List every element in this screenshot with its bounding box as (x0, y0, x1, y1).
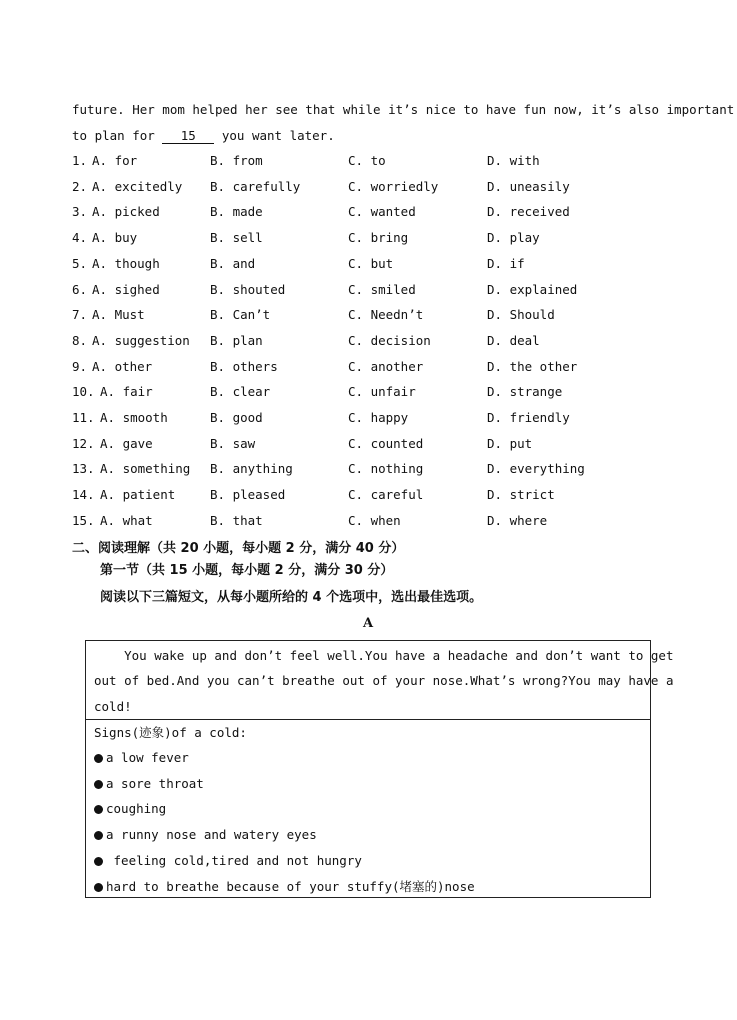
option-a: A. though (92, 256, 160, 271)
option-b: B. saw (210, 436, 256, 451)
option-a: A. something (100, 461, 191, 476)
question-number: 2. (72, 179, 88, 194)
option-b: B. and (210, 256, 256, 271)
option-c: C. wanted (348, 204, 416, 219)
option-b: B. shouted (210, 282, 286, 297)
signs-title: Signs(迹象)of a cold: (94, 725, 247, 740)
question-row (72, 410, 692, 426)
bullet-icon (94, 831, 103, 840)
sign-item (94, 750, 189, 766)
option-b: B. plan (210, 333, 263, 348)
option-b: B. sell (210, 230, 263, 245)
option-b: B. carefully (210, 179, 301, 194)
sign-item (94, 801, 166, 817)
option-d: D. Should (487, 307, 555, 322)
option-b: B. Can’t (210, 307, 271, 322)
part-heading: 第一节（共 15 小题，每小题 2 分，满分 30 分） (100, 563, 394, 578)
option-d: D. if (487, 256, 525, 271)
bullet-icon (94, 805, 103, 814)
option-d: D. deal (487, 333, 540, 348)
option-c: C. nothing (348, 461, 424, 476)
question-row (72, 204, 692, 220)
option-a: A. other (92, 359, 153, 374)
option-b: B. others (210, 359, 278, 374)
question-number: 5. (72, 256, 88, 271)
option-d: D. explained (487, 282, 578, 297)
question-number: 13. (72, 461, 95, 476)
option-d: D. strict (487, 487, 555, 502)
question-row (72, 307, 692, 323)
option-c: C. happy (348, 410, 409, 425)
option-c: C. unfair (348, 384, 416, 399)
passage-box (85, 640, 674, 898)
bullet-icon (94, 883, 103, 892)
passage-label: A (363, 616, 374, 631)
question-number: 3. (72, 204, 88, 219)
option-b: B. anything (210, 461, 293, 476)
sign-text: coughing (106, 801, 167, 816)
bullet-icon (94, 754, 103, 763)
option-a: A. picked (92, 204, 160, 219)
option-b: B. made (210, 204, 263, 219)
passage-intro (86, 641, 674, 720)
passage-intro-line: You wake up and don’t feel well.You have a headache and don’t want to get (94, 648, 674, 663)
sign-item (94, 776, 204, 792)
bullet-icon (94, 780, 103, 789)
option-b: B. clear (210, 384, 271, 399)
question-row (72, 153, 692, 169)
intro-line-2 (72, 128, 335, 144)
passage-intro-line: out of bed.And you can’t breathe out of your nose.What’s wrong?You may have a (94, 673, 674, 688)
question-row (72, 461, 692, 477)
sign-text: a sore throat (106, 776, 204, 791)
sign-text: feeling cold,tired and not hungry (106, 853, 362, 868)
question-number: 1. (72, 153, 88, 168)
option-a: A. patient (100, 487, 176, 502)
option-d: D. where (487, 513, 548, 528)
question-row (72, 230, 692, 246)
option-a: A. sighed (92, 282, 160, 297)
sign-item (94, 853, 362, 869)
option-d: D. with (487, 153, 540, 168)
option-c: C. worriedly (348, 179, 439, 194)
option-a: A. gave (100, 436, 153, 451)
option-a: A. excitedly (92, 179, 183, 194)
question-number: 11. (72, 410, 95, 425)
option-c: C. Needn’t (348, 307, 424, 322)
intro-line-1: future. Her mom helped her see that while it’s nice to have fun now, it’s also important (72, 102, 735, 117)
question-row (72, 487, 692, 503)
option-d: D. the other (487, 359, 578, 374)
option-d: D. uneasily (487, 179, 570, 194)
option-c: C. smiled (348, 282, 416, 297)
option-c: C. counted (348, 436, 424, 451)
option-a: A. what (100, 513, 153, 528)
question-row (72, 359, 692, 375)
option-d: D. friendly (487, 410, 570, 425)
option-a: A. for (92, 153, 138, 168)
option-c: C. when (348, 513, 401, 528)
question-number: 7. (72, 307, 88, 322)
option-b: B. pleased (210, 487, 286, 502)
option-d: D. strange (487, 384, 563, 399)
option-a: A. buy (92, 230, 138, 245)
sign-item (94, 827, 317, 843)
sign-item (94, 879, 475, 895)
question-number: 14. (72, 487, 95, 502)
instruction-text: 阅读以下三篇短文，从每小题所给的 4 个选项中，选出最佳选项。 (100, 590, 483, 605)
option-c: C. to (348, 153, 386, 168)
option-b: B. from (210, 153, 263, 168)
question-number: 9. (72, 359, 88, 374)
question-number: 15. (72, 513, 95, 528)
passage-intro-line: cold! (94, 699, 132, 714)
option-c: C. decision (348, 333, 431, 348)
option-d: D. put (487, 436, 533, 451)
option-a: A. suggestion (92, 333, 190, 348)
bullet-icon (94, 857, 103, 866)
question-row (72, 436, 692, 452)
option-d: D. play (487, 230, 540, 245)
question-row (72, 179, 692, 195)
question-number: 8. (72, 333, 88, 348)
question-row (72, 384, 692, 400)
option-b: B. that (210, 513, 263, 528)
intro-line-2-before: to plan for (72, 128, 163, 143)
sign-text: hard to breathe because of your stuffy(堵塞的)nose (106, 879, 475, 894)
section-heading: 二、阅读理解（共 20 小题，每小题 2 分，满分 40 分） (72, 541, 405, 556)
sign-text: a low fever (106, 750, 189, 765)
option-c: C. another (348, 359, 424, 374)
option-b: B. good (210, 410, 263, 425)
question-number: 4. (72, 230, 88, 245)
option-c: C. but (348, 256, 394, 271)
question-row (72, 333, 692, 349)
answer-blank-15: 15 (162, 129, 214, 144)
question-number: 10. (72, 384, 95, 399)
option-a: A. fair (100, 384, 153, 399)
question-number: 6. (72, 282, 88, 297)
option-c: C. careful (348, 487, 424, 502)
option-a: A. smooth (100, 410, 168, 425)
question-number: 12. (72, 436, 95, 451)
option-d: D. everything (487, 461, 585, 476)
option-c: C. bring (348, 230, 409, 245)
question-row (72, 256, 692, 272)
intro-line-2-after: you want later. (214, 128, 335, 143)
question-row (72, 513, 692, 529)
option-d: D. received (487, 204, 570, 219)
option-a: A. Must (92, 307, 145, 322)
question-row (72, 282, 692, 298)
sign-text: a runny nose and watery eyes (106, 827, 317, 842)
